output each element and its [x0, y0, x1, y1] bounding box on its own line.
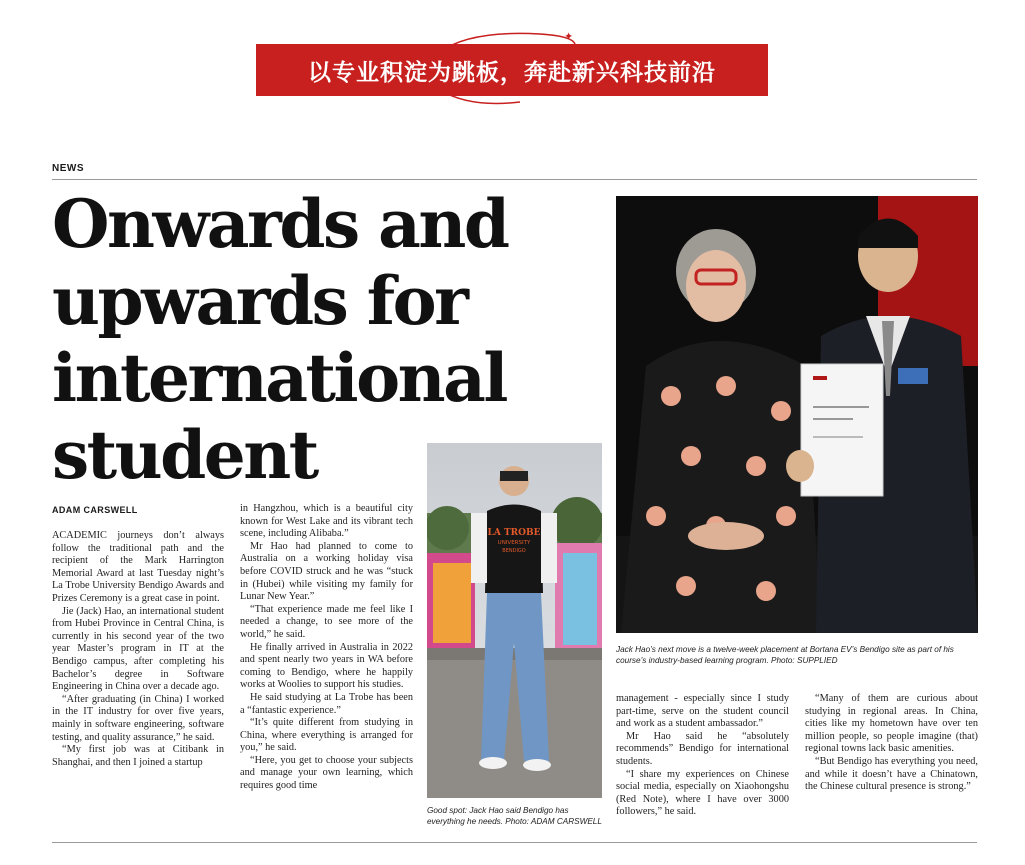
article-column-4 — [805, 693, 978, 794]
photo-large-caption: Jack Hao’s next move is a twelve-week placement at Bortana EV’s Bendigo site as part of his course’s industry-based learning program. Photo: SUPPLIED — [616, 645, 954, 665]
photo-small-caption: Good spot: Jack Hao said Bendigo has everything he needs. Photo: ADAM CARSWELL — [427, 806, 602, 826]
paragraph: “Many of them are curious about studying in regional areas. In China, cities like my hometown have over ten million people, so people imagine (that) regional towns lack basic amenities. — [805, 693, 978, 755]
paragraph: Jie (Jack) Hao, an international student from Hubei Province in Central China, is currently in his second year of the two year Master’s program in IT at the Bendigo campus, after completing his Bachelor’s degree in Software Engineering in China over a decade ago. — [52, 605, 224, 693]
photo-award-ceremony — [616, 196, 978, 633]
paragraph: “Here, you get to choose your subjects and manage your own learning, which requires good time — [240, 754, 413, 792]
section-label: NEWS — [52, 163, 84, 174]
paragraph: Mr Hao had planned to come to Australia on a working holiday visa before COVID struck and he was “stuck in (Hubei) while visiting my family for Lunar New Year.” — [240, 540, 413, 603]
paragraph: ACADEMIC journeys don’t always follow the traditional path and the recipient of the Mark Harrington Memorial Award at last Tuesday night’s La Trobe University Bendigo Awards and Prizes Ceremony is a great case in point. — [52, 530, 224, 604]
shirt-text-2: UNIVERSITY — [497, 540, 531, 546]
paragraph: “But Bendigo has everything you need, and while it doesn’t have a Chinatown, the Chinese cultural presence is strong.” — [805, 755, 978, 793]
shirt-text-3: BENDIGO — [502, 548, 526, 554]
top-rule — [52, 179, 977, 180]
paragraph: He finally arrived in Australia in 2022 and spent nearly two years in WA before coming to Bendigo, where he happily works at Woolies to support his studies. — [240, 641, 413, 691]
paragraph: “That experience made me feel like I needed a change, to see more of the world,” he said. — [240, 603, 413, 640]
article-column-3 — [616, 693, 789, 819]
banner — [256, 44, 768, 96]
headline-line: international — [52, 339, 506, 417]
paragraph: “After graduating (in China) I worked in the IT industry for over five years, mainly in software engineering, software testing, and quality assurance,” he said. — [52, 693, 224, 743]
paragraph: “I share my experiences on Chinese social media, especially on Xiaohongshu (Red Note), where I have over 3000 followers,” he said. — [616, 768, 789, 818]
photo-jack-hao-outdoor — [427, 443, 602, 798]
headline-line: upwards for — [52, 262, 467, 340]
paragraph: “It’s quite different from studying in China, where everything is arranged for you,” he said. — [240, 717, 413, 754]
paragraph: management - especially since I study part-time, serve on the student council and work as a student ambassador.” — [616, 693, 789, 730]
article-column-2 — [240, 503, 413, 793]
paragraph: Mr Hao said he “absolutely recommends” Bendigo for international students. — [616, 730, 789, 767]
svg-text:✦: ✦ — [564, 31, 574, 43]
paragraph: He said studying at La Trobe has been a “fantastic experience.” — [240, 691, 413, 716]
byline: ADAM CARSWELL — [52, 505, 138, 515]
bottom-rule — [52, 842, 977, 843]
paragraph: “My first job was at Citibank in Shanghai, and then I joined a startup — [52, 744, 224, 768]
paragraph: in Hangzhou, which is a beautiful city known for West Lake and its vibrant tech scene, including Alibaba.” — [240, 503, 413, 540]
headline-line: student — [52, 416, 317, 494]
shirt-text-1: LA TROBE — [487, 528, 541, 538]
headline-line: Onwards and — [52, 185, 508, 263]
article-column-1 — [52, 530, 224, 769]
banner-text: 以专业积淀为跳板，奔赴新兴科技前沿 — [308, 59, 716, 86]
